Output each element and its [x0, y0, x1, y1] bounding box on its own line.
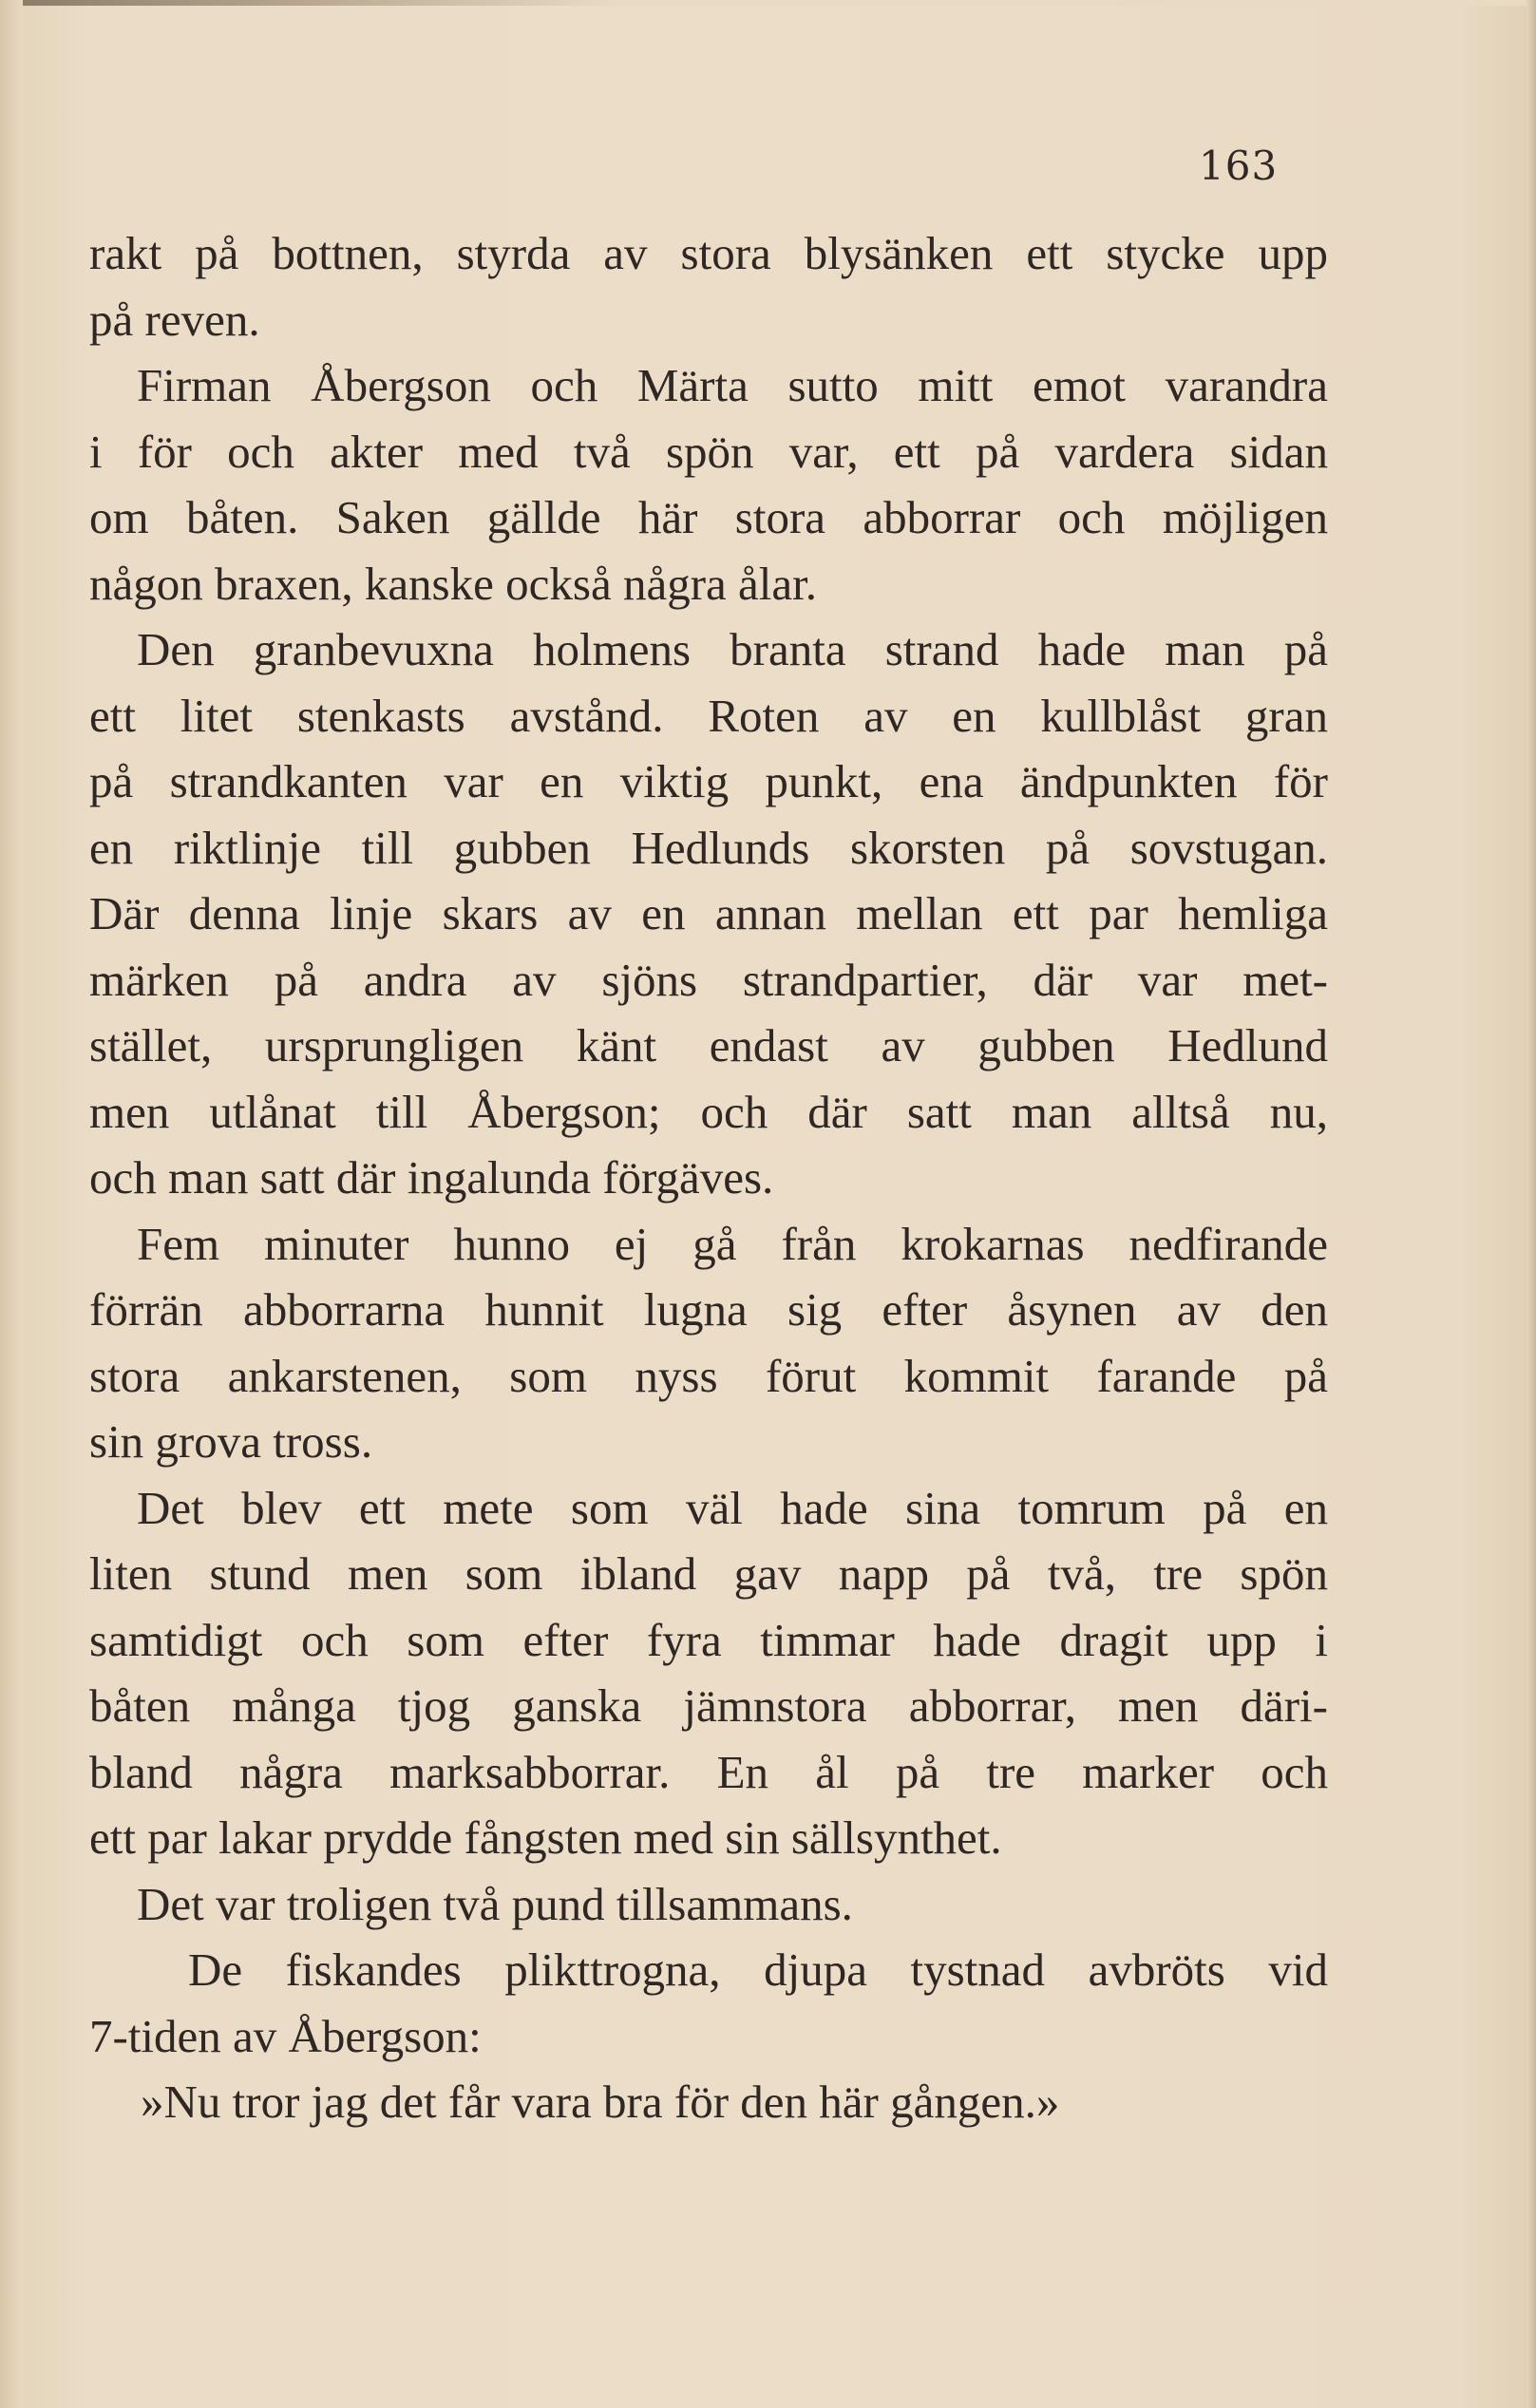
text-line: stora ankarstenen, som nyss förut kommit farande på: [89, 1349, 1328, 1402]
text-line: samtidigt och som efter fyra timmar hade dragit upp i: [89, 1613, 1328, 1666]
text-line: förrän abborrarna hunnit lugna sig efter åsynen av den: [89, 1283, 1328, 1336]
page-right-edge: [1527, 0, 1536, 2408]
page-top-edge: [0, 0, 1536, 6]
page-left-edge: [0, 0, 23, 2408]
text-line: »Nu tror jag det får vara bra för den här gången.»: [141, 2076, 1060, 2128]
text-line: 7-tiden av Åbergson:: [89, 2009, 482, 2062]
text-line: någon braxen, kanske också några ålar.: [89, 557, 817, 610]
text-line: båten många tjog ganska jämnstora abborrar, men däri-: [89, 1679, 1328, 1732]
text-line: Det blev ett mete som väl hade sina tomrum på en: [137, 1481, 1328, 1534]
text-line: ett par lakar prydde fångsten med sin sällsynthet.: [89, 1811, 1002, 1864]
text-line: Fem minuter hunno ej gå från krokarnas nedfirande: [137, 1217, 1328, 1270]
text-line: De fiskandes plikttrogna, djupa tystnad avbröts vid: [188, 1943, 1328, 1996]
body-text: [89, 220, 1328, 2135]
text-line: bland några marksabborrar. En ål på tre marker och: [89, 1745, 1328, 1798]
text-line: Där denna linje skars av en annan mellan ett par hemliga: [89, 887, 1328, 939]
page-number: 163: [1199, 142, 1279, 189]
text-line: på reven.: [89, 293, 260, 346]
text-line: stället, ursprungligen känt endast av gubben Hedlund: [89, 1019, 1328, 1071]
text-line: sin grova tross.: [89, 1415, 373, 1468]
text-line: en riktlinje till gubben Hedlunds skorsten på sovstugan.: [89, 821, 1328, 874]
text-line: ett litet stenkasts avstånd. Roten av en kullblåst gran: [89, 689, 1328, 742]
text-line: i för och akter med två spön var, ett på vardera sidan: [89, 425, 1328, 478]
text-line: men utlånat till Åbergson; och där satt man alltså nu,: [89, 1085, 1328, 1138]
text-line: rakt på bottnen, styrda av stora blysänken ett stycke upp: [89, 227, 1328, 279]
text-line: om båten. Saken gällde här stora abborrar och möjligen: [89, 491, 1328, 543]
text-line: Den granbevuxna holmens branta strand hade man på: [137, 623, 1328, 675]
text-line: på strandkanten var en viktig punkt, ena ändpunkten för: [89, 755, 1328, 807]
text-line: märken på andra av sjöns strandpartier, där var met-: [89, 953, 1328, 1006]
text-line: Firman Åbergson och Märta sutto mitt emot varandra: [137, 359, 1328, 411]
text-line: Det var troligen två pund tillsammans.: [137, 1877, 853, 1930]
text-line: och man satt där ingalunda förgäves.: [89, 1151, 774, 1204]
text-line: liten stund men som ibland gav napp på två, tre spön: [89, 1547, 1328, 1600]
